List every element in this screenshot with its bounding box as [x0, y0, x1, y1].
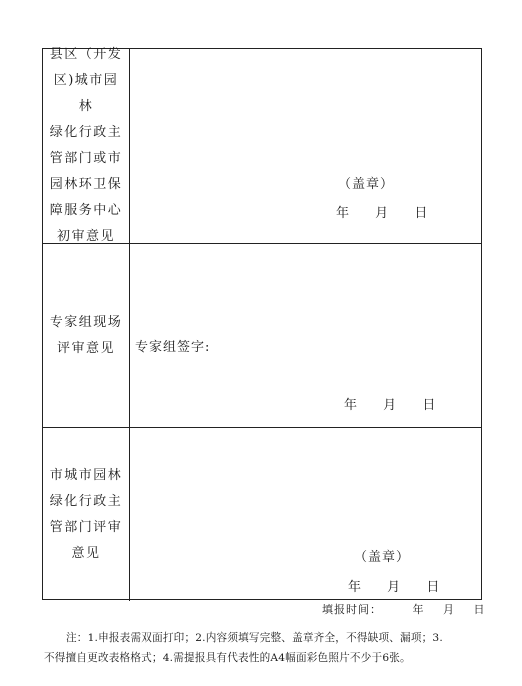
expert-review-row	[43, 243, 481, 427]
date-day: 日	[426, 580, 441, 595]
seal-placeholder: （盖章）	[338, 177, 395, 192]
label-line: 管部门或市	[49, 151, 123, 166]
date-month: 月	[383, 398, 398, 413]
footnote-line: 不得擅自更改表格格式；4.需提报具有代表性的A4幅面彩色照片不少于6张。	[44, 652, 411, 664]
label-line: 绿化行政主	[49, 125, 123, 140]
fill-time-label: 填报时间：	[322, 603, 382, 616]
date-year: 年	[344, 398, 359, 413]
preliminary-review-label-cell	[43, 49, 130, 243]
date-day: 日	[422, 398, 437, 413]
date-line	[344, 394, 436, 413]
city-review-row	[43, 427, 481, 601]
footnote-line: 注：1.申报表需双面打印；2.内容须填写完整、盖章齐全，不得缺项、漏项；3.	[66, 632, 443, 644]
city-review-content[interactable]	[130, 428, 481, 601]
expert-review-label	[48, 310, 124, 362]
label-line: 市城市园林	[49, 467, 123, 483]
date-day: 日	[414, 206, 429, 221]
expert-review-label-cell	[43, 244, 130, 427]
city-review-label-cell	[43, 428, 130, 601]
label-line: 绿化行政主	[49, 493, 123, 509]
preliminary-review-label	[48, 42, 124, 250]
seal-placeholder: （盖章）	[354, 550, 411, 565]
label-line: 初审意见	[56, 229, 115, 244]
preliminary-review-row	[43, 49, 481, 243]
label-line: 区)城市园林	[53, 73, 119, 114]
city-review-label	[48, 463, 124, 567]
fill-time-month: 月	[443, 603, 455, 616]
date-line	[348, 576, 440, 595]
date-year: 年	[348, 580, 363, 595]
date-line	[336, 202, 428, 221]
label-line: 专家组现场	[49, 314, 123, 330]
date-month: 月	[387, 580, 402, 595]
expert-signature-label: 专家组签字:	[135, 340, 211, 355]
fill-time-line	[322, 601, 486, 617]
label-line: 县区（开发	[49, 47, 123, 62]
date-month: 月	[375, 206, 390, 221]
label-line: 管部门评审	[49, 519, 123, 535]
label-line: 评审意见	[56, 340, 115, 356]
fill-time-year: 年	[412, 603, 425, 616]
preliminary-review-content[interactable]	[130, 49, 481, 243]
label-line: 障服务中心	[49, 203, 123, 218]
fill-time-day: 日	[473, 603, 486, 616]
date-year: 年	[336, 206, 351, 221]
label-line: 园林环卫保	[49, 177, 123, 192]
label-line: 意见	[71, 545, 101, 561]
footnote	[46, 628, 486, 668]
approval-form-table	[42, 48, 482, 600]
expert-review-content[interactable]	[130, 244, 481, 427]
